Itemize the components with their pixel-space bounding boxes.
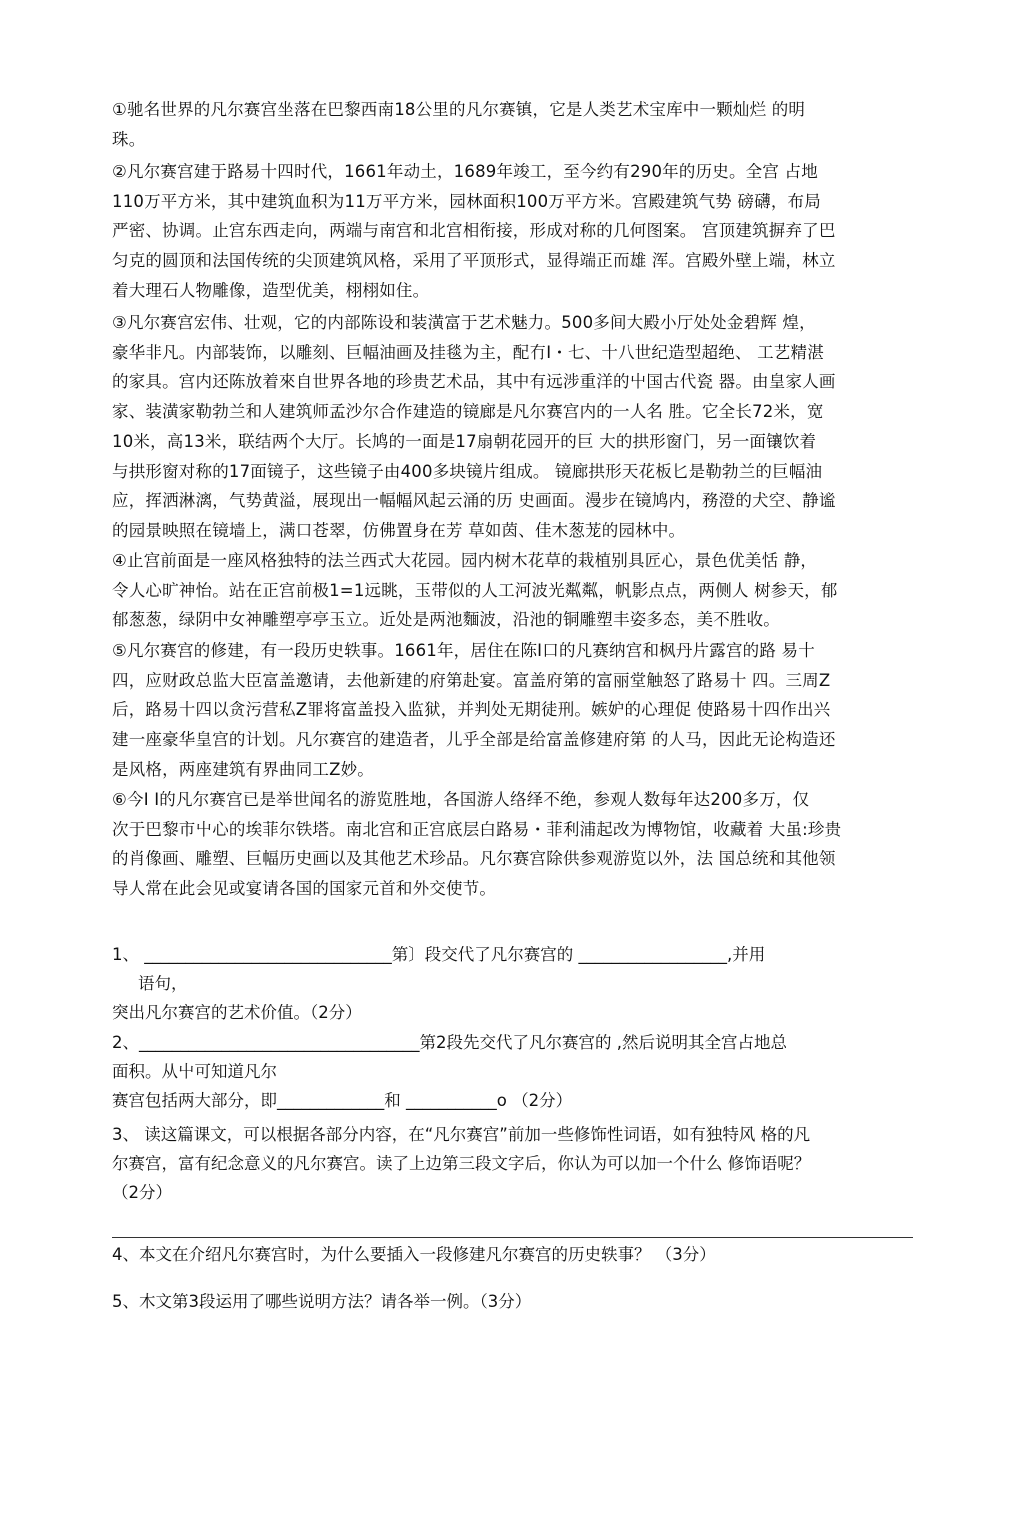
question-1 [112,940,912,1027]
question-line: 5、木文第3段运用了哪些说明方法？请各举一例。（3分） [112,1292,532,1311]
text-line: 导人常在此会见或宴请各国的国家元首和外交使节。 [112,879,497,899]
question-line: 3、 读这篇课文，可以根据各部分内容，在“凡尔赛宫”前加一些修饰性词语，如有独特风 格的凡 [112,1125,811,1144]
text-line: ⑤凡尔赛宫的修建，有一段历史轶事。1661年，居住在陈I口的凡赛纳宫和枫丹片露宫的路 易十 [112,641,815,660]
question-line: 语句， [138,974,188,993]
answer-line [112,1237,913,1238]
text-line: 与拱形窗对称的17面镜子，这些镜子由400多块镜片组成。 镜廊拱形天花板匕是勒勃兰的巨幅油 [112,461,823,481]
text-line: 郁葱葱，绿阴中女神雕塑亭亭玉立。近处是两池麵波，沿池的铜雕塑丰姿多态，美不胜收。 [112,610,780,630]
paragraph-5 [112,636,912,785]
question-line: 2、__________________________________第2段先交代了凡尔赛宫的 ,然后说明其全宫占地总 [112,1033,787,1052]
question-line: 面积。从屮可知道凡尔 [112,1062,277,1081]
text-line: 匀克的圆顶和法国传统的尖顶建筑风格，采用了平顶形式，显得端正而雄 浑。宫殿外壁上端，林立 [112,251,836,271]
text-line: 四，应财政总监大臣富盖邀请，去他新建的府第赴宴。富盖府第的富丽堂触怒了路易十 四。三周Z [112,670,831,690]
text-line: 后，路易十四以贪污营私Z罪将富盖投入监狱，并判处无期徒刑。嫉妒的心理促 使路易十四作出兴 [112,700,831,720]
paragraph-3 [112,308,912,546]
text-line: ②凡尔赛宫建于路易十四时代，1661年动土，1689年竣工，至今约有290年的历史。全宫 占地 [112,162,818,181]
paragraph-6 [112,785,912,904]
text-line: 应，挥洒淋漓，气势黄溢，展现出一幅幅风起云涌的历 史画面。漫步在镜鸠内，務澄的犬空、静谧 [112,491,836,511]
paragraph-2 [112,157,912,306]
question-line: 1、 ______________________________第〕段交代了凡尔赛宫的 __________________,并用 [112,945,766,964]
text-line: 着大理石人物雕像，造型优美，栩栩如住。 [112,280,430,300]
text-line: ①驰名世界的凡尔赛宫坐落在巴黎西南18公里的凡尔赛镇，它是人类艺术宝库中一颗灿烂 的明 [112,100,806,119]
text-line: 建一座豪华皇宫的计划。凡尔赛宫的建造者，儿乎全部是给富盖修建府第 的人马，因此无论构造还 [112,730,836,750]
text-line: 的肖像画、雕塑、巨幅历史画以及其他艺术珍品。凡尔赛宫除供参观游览以外，法 国总统和其他领 [112,849,836,869]
question-line: 赛宫包括两大部分，即_____________和 ___________o （2分） [112,1091,573,1110]
text-line: 家、装潢家勒勃兰和人建筑师孟沙尔合作建造的镜廊是凡尔赛宫内的一人名 胜。它全长72米，宽 [112,402,824,422]
question-line: （2分） [112,1183,172,1202]
text-line: 豪华非凡。内部装饰，以雕刻、巨幅油画及挂毯为主，配冇I・七、十八世纪造型超绝、 工艺精湛 [112,342,824,362]
text-line: 10米，高13米，联结两个大厅。长鸠的一面是17扇朝花园开的巨 大的拱形窗门，另一面镶饮着 [112,431,817,451]
text-line: 严密、协调。止宫东西走向，两端与南宫和北宫相衔接，形成对称的几何图案。 宫顶建筑摒弃了巴 [112,221,836,241]
text-line: 令人心旷神怡。站在正宫前极1=1远眺，玉带似的人工河波光粼粼，帆影点点，两侧人 树参天，郁 [112,580,838,600]
text-line: 珠。 [112,129,146,149]
text-line: 次于巴黎市屮心的埃菲尔铁塔。南北宫和正宫底层白路易・菲利浦起改为博物馆，收藏着 大虽:珍贵 [112,819,842,839]
question-5 [112,1287,912,1316]
text-line: 的园景映照在镜墙上，满口苍翠，仿佛置身在芳 草如茵、佳木葱茏的园林中。 [112,520,686,540]
text-line: 是风格，两座建筑有界曲同工Z妙。 [112,759,375,779]
paragraph-4 [112,546,912,635]
text-line: 的家具。宫内还陈放着來自世界各地的珍贵艺术品，其中有远涉重洋的屮国古代瓷 器。由皇家人画 [112,372,836,392]
question-2 [112,1028,912,1115]
question-3 [112,1120,912,1207]
text-line: 110万平方米，其中建筑血积为11万平方米，园林面积100万平方米。宫殿建筑气势 磅礴，布局 [112,191,821,211]
paragraph-1 [112,95,912,154]
question-line: 尔赛宫，富有纪念意义的凡尔赛宫。读了上边第三段文字后，你认为可以加一个什么 修饰语呢？ [112,1154,811,1173]
question-line: 4、本文在介绍凡尔赛宫时，为什么要插入一段修建凡尔赛宫的历史轶事？ （3分） [112,1245,716,1264]
question-line: 突出凡尔赛宫的艺术价值。（2分） [112,1003,362,1022]
text-line: ③凡尔赛宫宏伟、壮观，它的内部陈设和装潢富于艺术魅力。500多间大殿小厅处处金碧辉 煌， [112,313,816,332]
text-line: ④止宫前面是一座风格独特的法兰西式大花园。园内树木花草的栽植别具匠心，景色优美恬 静， [112,551,818,570]
text-line: ⑥今I I的凡尔赛宫已是举世闻名的游览胜地，各国游人络绎不绝，参观人数每年达200多万，仅 [112,790,810,809]
question-4 [112,1240,912,1269]
